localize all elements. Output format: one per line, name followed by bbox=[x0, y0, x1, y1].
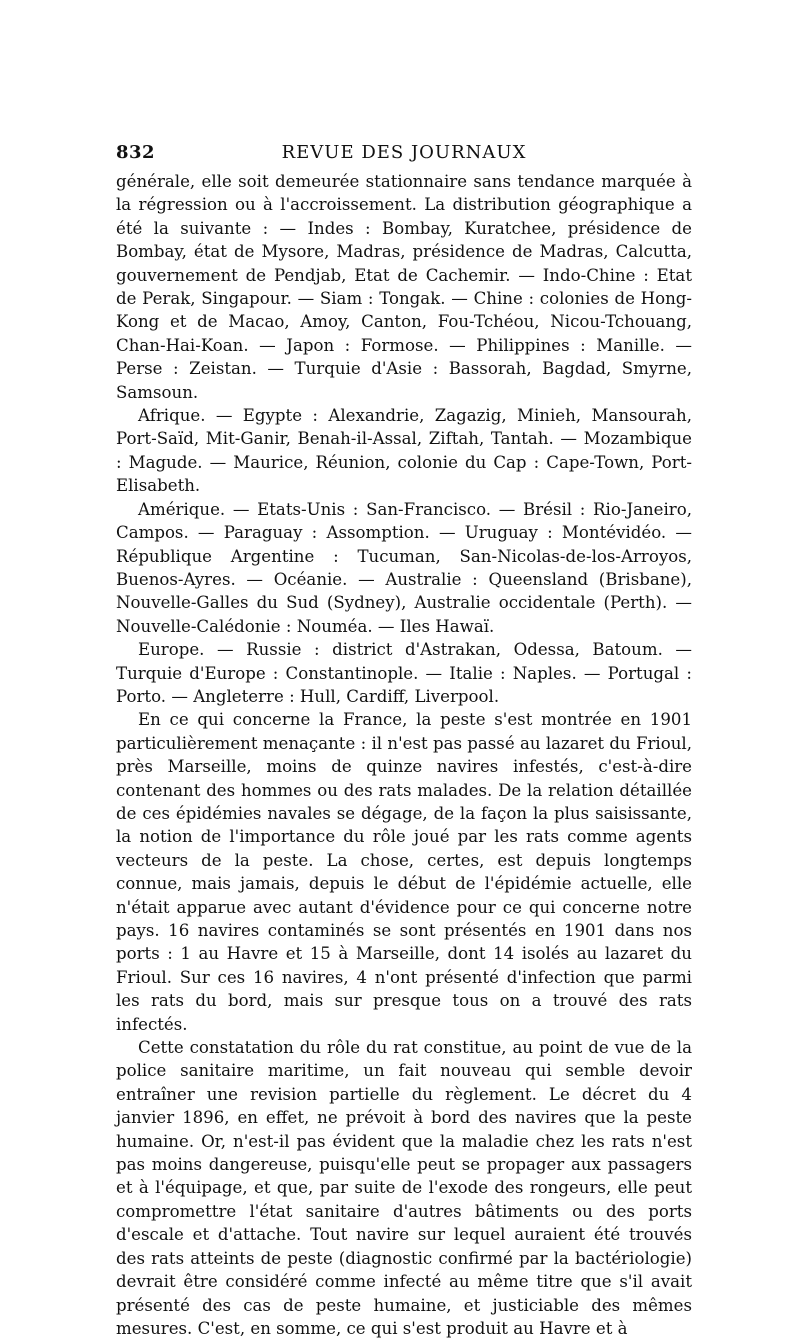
paragraph-europe: Europe. — Russie : district d'Astrakan, Odessa, Batoum. — Turquie d'Europe : Constantinople. — Italie : Naples. — Portugal : Porto. — Angleterre : Hull, Cardiff, Liverpool. bbox=[116, 640, 692, 706]
paragraph-america-oceania: Amérique. — Etats-Unis : San-Francisco. — Brésil : Rio-Janeiro, Campos. — Paraguay : Assomption. — Uruguay : Montévidéo. — République Argentine : Tucuman, San-Nicolas-de-los-Arroyos, Buenos-Ayres. — Océanie. — Australie : Queensland (Brisbane), Nouvelle-Galles du Sud (Sydney), Australie occidentale (Perth). — Nouvelle-Calédonie : Nouméa. — Iles Hawaï. bbox=[116, 499, 692, 636]
paragraph-rat-role: Cette constatation du rôle du rat constitue, au point de vue de la police sanitaire maritime, un fait nouveau qui semble devoir entraîner une revision partielle du règlement. Le décret du 4 janvier 1896, en effet, ne prévoit à bord des navires que la peste humaine. Or, n'est-il pas évident que la maladie chez les rats n'est pas moins dangereuse, puisqu'elle peut se propager aux passagers et à l'équipage, et que, par suite de l'exode des rongeurs, elle peut compromettre l'état sanitaire d'autres bâtiments ou des ports d'escale et d'attache. Tout navire sur lequel auraient été trouvés des rats atteints de peste (diagnostic confirmé par la bactériologie) devrait être considéré comme infecté au même titre que s'il avait présenté des cas de peste humaine, et justiciable des mêmes mesures. C'est, en somme, ce qui s'est produit au Havre et à bbox=[116, 1038, 692, 1338]
page-number: 832 bbox=[116, 142, 156, 163]
page-header bbox=[116, 142, 692, 170]
document-page bbox=[116, 142, 692, 1340]
paragraph-asia: générale, elle soit demeurée stationnaire sans tendance marquée à la régression ou à l'accroissement. La distribution géographique a été la suivante : — Indes : Bombay, Kuratchee, présidence de Bombay, état de Mysore, Madras, présidence de Madras, Calcutta, gouvernement de Pendjab, Etat de Cachemir. — Indo-Chine : Etat de Perak, Singapour. — Siam : Tongak. — Chine : colonies de Hong-Kong et de Macao, Amoy, Canton, Fou-Tchéou, Nicou-Tchouang, Chan-Hai-Koan. — Japon : Formose. — Philippines : Manille. — Perse : Zeistan. — Turquie d'Asie : Bassorah, Bagdad, Smyrne, Samsoun. bbox=[116, 172, 692, 402]
paragraph-africa: Afrique. — Egypte : Alexandrie, Zagazig, Minieh, Mansourah, Port-Saïd, Mit-Ganir, Benah-il-Assal, Ziftah, Tantah. — Mozambique : Magude. — Maurice, Réunion, colonie du Cap : Cape-Town, Port-Elisabeth. bbox=[116, 406, 692, 496]
running-title: REVUE DES JOURNAUX bbox=[281, 142, 527, 163]
paragraph-france: En ce qui concerne la France, la peste s'est montrée en 1901 particulièrement menaçante : il n'est pas passé au lazaret du Frioul, près Marseille, moins de quinze navires infestés, c'est-à-dire contenant des hommes ou des rats malades. De la relation détaillée de ces épidémies navales se dégage, de la façon la plus saisissante, la notion de l'importance du rôle joué par les rats comme agents vecteurs de la peste. La chose, certes, est depuis longtemps connue, mais jamais, depuis le début de l'épidémie actuelle, elle n'était apparue avec autant d'évidence pour ce qui concerne notre pays. 16 navires contaminés se sont présentés en 1901 dans nos ports : 1 au Havre et 15 à Marseille, dont 14 isolés au lazaret du Frioul. Sur ces 16 navires, 4 n'ont présenté d'infection que parmi les rats du bord, mais sur presque tous on a trouvé des rats infectés. bbox=[116, 710, 692, 1034]
body-text bbox=[116, 170, 692, 1340]
